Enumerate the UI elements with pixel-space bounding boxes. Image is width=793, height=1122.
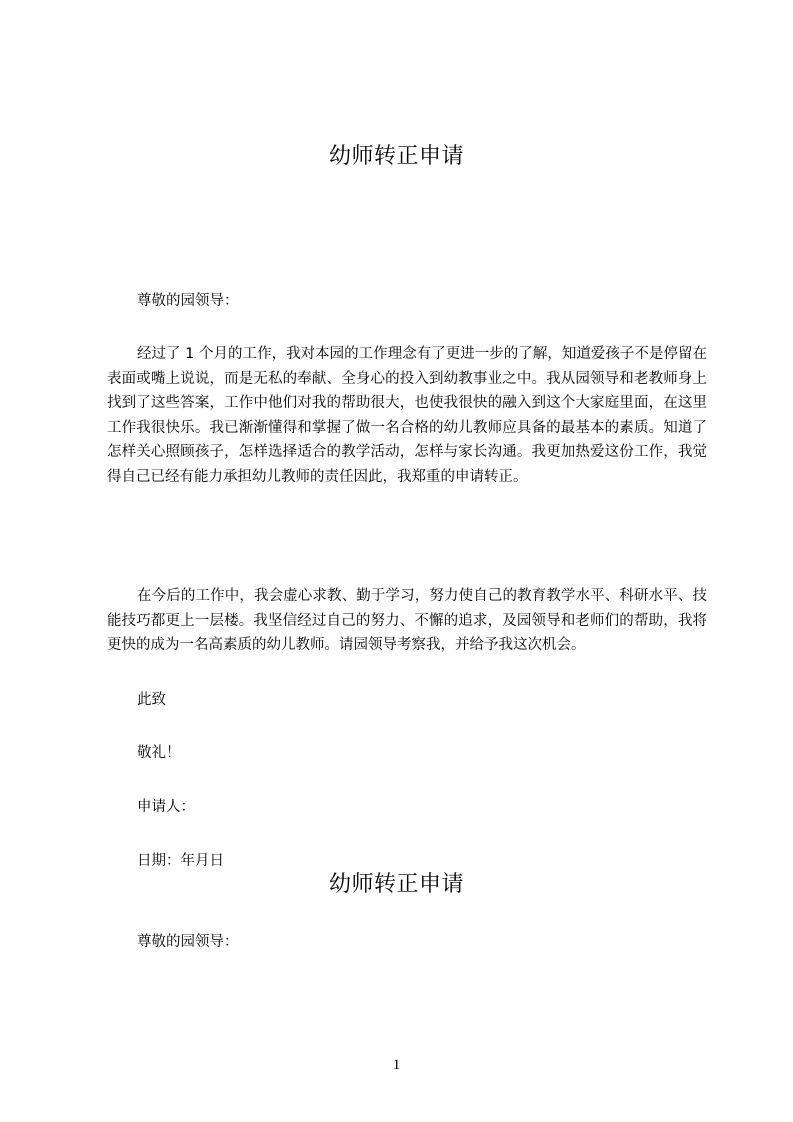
page-number: 1 (392, 1057, 401, 1073)
salutation: 尊敬的园领导： (137, 293, 239, 309)
date-label: 日期：年月日 (137, 853, 224, 869)
regards-text: 敬礼！ (137, 745, 181, 761)
body-paragraph-2: 在今后的工作中，我会虚心求教、勤于学习，努力使自己的教育教学水平、科研水平、技能技巧都更上一层楼。我坚信经过自己的努力、不懈的追求，及园领导和老师们的帮助，我将更快的成为一名高素质的幼儿教师。请园领导考察我，并给予我这次机会。 (107, 588, 707, 653)
closing-text: 此致 (137, 692, 166, 708)
body-paragraph-1: 经过了 1 个月的工作，我对本园的工作理念有了更进一步的了解，知道爱孩子不是停留在表面或嘴上说说，而是无私的奉献、全身心的投入到幼教事业之中。我从园领导和老教师身上找到了这些答案，工作中他们对我的帮助很大，也使我很快的融入到这个大家庭里面，在这里工作我很快乐。我已渐渐懂得和掌握了做一名合格的幼儿教师应具备的最基本的素质。知道了怎样关心照顾孩子，怎样选择适合的教学活动，怎样与家长沟通。我更加热爱这份工作，我觉得自己已经有能力承担幼儿教师的责任因此，我郑重的申请转正。 (107, 346, 707, 485)
applicant-label: 申请人： (137, 799, 195, 815)
document-title: 幼师转正申请 (328, 144, 464, 169)
second-document-title: 幼师转正申请 (328, 872, 464, 897)
second-salutation: 尊敬的园领导： (137, 934, 239, 950)
